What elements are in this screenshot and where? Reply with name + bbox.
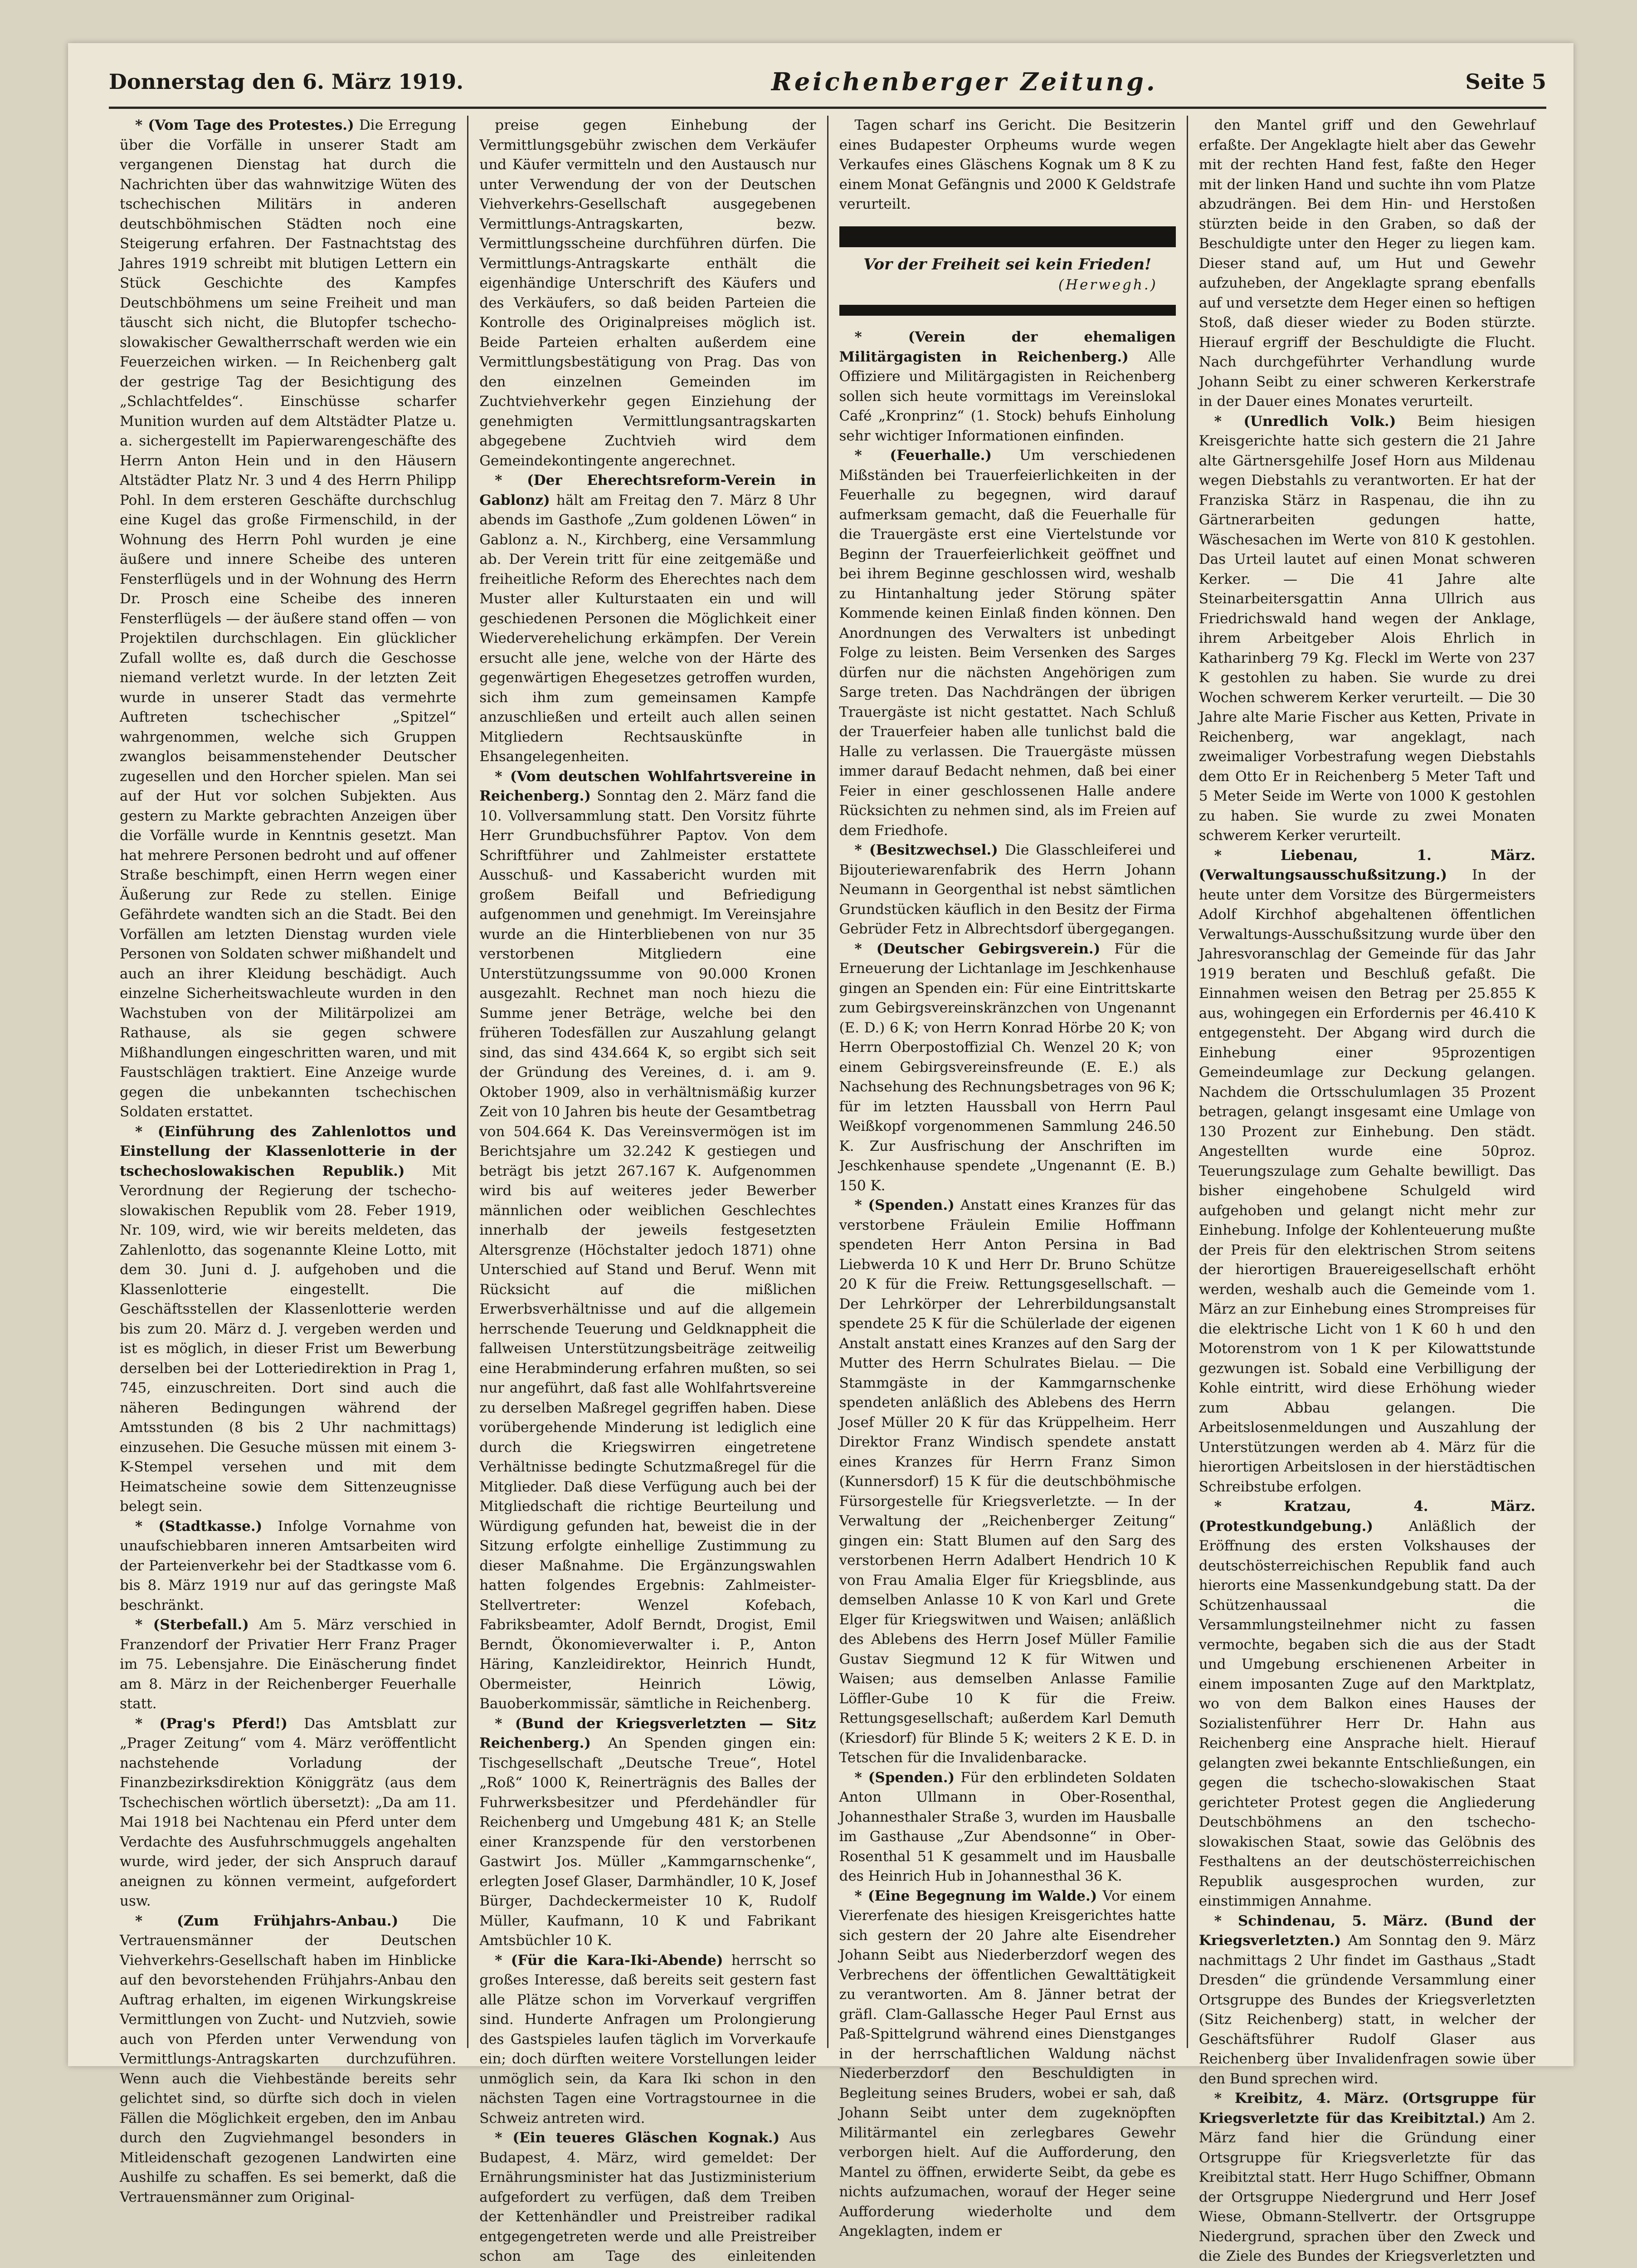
article-paragraph: * (Bund der Kriegsverletzten — Sitz Reichenberg.) An Spenden gingen ein: Tischgesellschaft „Deutsche Treue“, Hotel „Roß“ 1000 K, Reinerträgnis des Balles der Fuhrwerksbesitzer und Pferdehändler für Reichenberg und Umgebung 481 K; an Stelle einer Kranzspende für den verstorbenen Gastwirt Jos. Müller „Kammgarnschenke“, erlegten Josef Glaser, Darmhändler, 10 K, Josef Bürger, Dachdeckermeister 10 K, Rudolf Müller, Kaufmann, 10 K und Fabrikant Amtsbüchler 10 K. bbox=[479, 1715, 816, 1949]
page-header bbox=[109, 57, 1546, 109]
article-paragraph: den Mantel griff und den Gewehrlauf erfaßte. Der Angeklagte hielt aber das Gewehr mit der rechten Hand fest, faßte den Heger mit der linken Hand und suchte ihn vom Platze abzudrängen. Bei dem Hin- und Herstoßen stürzten beide in den Graben, so daß der Beschuldigte unter den Heger zu liegen kam. Dieser stand auf, um Hut und Gewehr aufzuheben, der Angeklagte sprang ebenfalls auf und versetzte dem Heger einen so heftigen Stoß, daß dieser wieder zu Boden stürzte. Hierauf ergriff der Beschuldigte die Flucht. Nach durchgeführter Verhandlung wurde Johann Seibt zu einer schweren Kerkerstrafe in der Dauer eines Monates verurteilt. bbox=[1199, 117, 1535, 410]
article-paragraph: * Liebenau, 1. März. (Verwaltungsausschußsitzung.) In der heute unter dem Vorsitze des Bürgermeisters Adolf Kirchhof abgehaltenen öffentlichen Verwaltungs-Ausschußsitzung wurde über den Jahresvoranschlag der Gemeinde für das Jahr 1919 beraten und Beschluß gefaßt. Die Einnahmen weisen den Betrag per 25.855 K aus, wohingegen ein Erfordernis per 46.410 K entgegensteht. Der Abgang wird durch die Einhebung einer 95prozentigen Gemeindeumlage zur Deckung gelangen. Nachdem die Ortsschulumlagen 35 Prozent betragen, gelangt insgesamt eine Umlage von 130 Prozent zur Einhebung. Den städt. Angestellten wurde eine 50proz. Teuerungszulage zum Gehalte bewilligt. Das bisher eingehobene Schulgeld wird aufgehoben und gelangt nicht mehr zur Einhebung. Infolge der Kohlenteuerung mußte der Preis für den elektrischen Strom seitens der hierortigen Brauereigesellschaft erhöht werden, weshalb auch die Gemeinde vom 1. März an zur Einhebung eines Strompreises für die elektrische Licht von 1 K 60 h und den Motorenstrom von 1 K per Kilowattstunde gezwungen ist. Sobald eine Verbilligung der Kohle eintritt, wird diese Erhöhung wieder zum Abbau gelangen. Die Arbeitslosenmeldungen und Auszahlung der Unterstützungen werden ab 4. März für die hierortigen Arbeitslosen in der hierstädtischen Schreibstube erfolgen. bbox=[1199, 847, 1535, 1495]
column-2 bbox=[468, 116, 828, 2264]
article-paragraph: * (Feuerhalle.) Um verschiedenen Mißständen bei Trauerfeierlichkeiten in der Feuerhalle zu begegnen, wird darauf aufmerksam gemacht, daß die Feuerhalle für die Trauergäste erst eine Viertelstunde vor Beginn der Trauerfeierlichkeit geöffnet und bei ihrem Beginne geschlossen wird, weshalb zu Hintanhaltung jeder Störung später Kommende keinen Einlaß finden können. Den Anordnungen des Verwalters ist unbedingt Folge zu leisten. Beim Versenken des Sarges dürfen nur die nächsten Angehörigen zum Sarge treten. Das Nachdrängen der übrigen Trauergäste ist nicht gestattet. Nach Schluß der Trauerfeier haben alle tunlichst bald die Halle zu verlassen. Die Trauergäste müssen immer darauf Bedacht nehmen, daß bei einer Feier in einer geschlossenen Halle andere Rücksichten zu nehmen sind, als im Freien auf dem Friedhofe. bbox=[839, 447, 1176, 839]
newspaper-title: Reichenberger Zeitung. bbox=[771, 67, 1158, 96]
newspaper-page bbox=[68, 43, 1574, 2264]
column-4 bbox=[1188, 116, 1546, 2264]
article-paragraph: * (Spenden.) Für den erblindeten Soldaten Anton Ullmann in Ober-Rosenthal, Johannesthaler Straße 3, wurden im Hausballe im Gasthause „Zur Abendsonne“ in Ober-Rosenthal 51 K gesammelt und im Hausballe des Heinrich Hub in Johannesthal 36 K. bbox=[839, 1769, 1176, 1884]
article-paragraph: * (Vom deutschen Wohlfahrtsvereine in Reichenberg.) Sonntag den 2. März fand die 10. Vollversammlung statt. Den Vorsitz führte Herr Grundbuchsführer Paptov. Von dem Schriftführer und Zahlmeister erstattete Ausschuß- und Kassabericht wurden mit großem Beifall und Befriedigung aufgenommen und genehmigt. Im Vereinsjahre wurde an die Hinterbliebenen von nur 35 verstorbenen Mitgliedern eine Unterstützungssumme von 90.000 Kronen ausgezahlt. Rechnet man noch hiezu die Summe jener Beträge, welche bei den früheren Todesfällen zur Auszahlung gelangt sind, das sind 434.664 K, so ergibt sich seit der Gründung des Vereines, d. i. am 9. Oktober 1909, also in verhältnismäßig kurzer Zeit von 10 Jahren bis heute der Gesamtbetrag von 504.664 K. Das Vereinsvermögen ist im Berichtsjahre um 32.242 K gestiegen und beträgt bis jetzt 267.167 K. Aufgenommen wird bis auf weiteres jeder Bewerber männlichen oder weiblichen Geschlechtes innerhalb der jeweils festgesetzten Altersgrenze (Höchstalter jedoch 1871) ohne Unterschied auf Stand und Beruf. Wenn mit Rücksicht auf die mißlichen Erwerbsverhältnisse und auf die allgemein herrschende Teuerung und Geldknappheit die fallweisen Unterstützungsbeiträge zeitweilig eine Herabminderung erfahren mußten, so sei nur angeführt, daß fast alle Wohlfahrtsvereine zu derselben Maßregel gegriffen haben. Diese vorübergehende Minderung ist lediglich eine durch die Kriegswirren eingetretene Verhältnisse bedingte Schutzmaßregel für die Mitglieder. Daß diese Verfügung auch bei der Mitgliedschaft die richtige Beurteilung und Würdigung gefunden hat, beweist die in der Sitzung erfolgte einhellige Zustimmung zu dieser Maßnahme. Die Ergänzungswahlen hatten folgendes Ergebnis: Zahlmeister-Stellvertreter: Wenzel Kofebach, Fabriksbeamter, Adolf Berndt, Drogist, Emil Berndt, Ökonomieverwalter i. P., Anton Häring, Kanzleidirektor, Heinrich Hundt, Obermeister, Heinrich Löwig, Bauoberkommissär, sämtliche in Reichenberg. bbox=[479, 768, 816, 1712]
article-paragraph: * (Sterbefall.) Am 5. März verschied in Franzendorf der Privatier Herr Franz Prager im 75. Lebensjahre. Die Einäscherung findet am 8. März in der Reichenberger Feuerhalle statt. bbox=[120, 1617, 457, 1712]
article-paragraph: * (Prag's Pferd!) Das Amtsblatt zur „Prager Zeitung“ vom 4. März veröffentlicht nachstehende Vorladung der Finanzbezirksdirektion Königgrätz (aus dem Tschechischen wörtlich übersetzt): „Da am 11. Mai 1918 bei Nachtenau ein Pferd unter dem Verdachte des Ausfuhrschmuggels angehalten wurde, wird jeder, der sich Anspruch darauf aneignen zu können vermeint, aufgefordert usw. bbox=[120, 1715, 457, 1909]
article-paragraph: * Schindenau, 5. März. (Bund der Kriegsverletzten.) Am Sonntag den 9. März nachmittags 2 Uhr findet im Gasthaus „Stadt Dresden“ die gründende Versammlung einer Ortsgruppe des Bundes der Kriegsverletzten (Sitz Reichenberg) statt, in welcher der Geschäftsführer Rudolf Glaser aus Reichenberg über Invalidenfragen sowie über den Bund sprechen wird. bbox=[1199, 1912, 1535, 2087]
article-paragraph: * (Besitzwechsel.) Die Glasschleiferei und Bijouteriewarenfabrik des Herrn Johann Neumann in Georgenthal ist nebst sämtlichen Grundstücken käuflich in den Besitz der Firma Gebrüder Fetz in Albrechtsdorf übergegangen. bbox=[839, 842, 1176, 937]
article-paragraph: preise gegen Einhebung der Vermittlungsgebühr zwischen dem Verkäufer und Käufer vermitteln und den Austausch nur unter Verwendung der von der Deutschen Viehverkehrs-Gesellschaft ausgegebenen Vermittlungs-Antragskarten, bezw. Vermittlungsscheine durchführen dürfen. Die Vermittlungs-Antragskarte enthält die eigenhändige Unterschrift des Käufers und des Verkäufers, so daß beiden Parteien die Kontrolle des Originalpreises möglich ist. Beide Parteien erhalten außerdem eine Vermittlungsbestätigung von Prag. Das von den einzelnen Gemeinden im Zuchtviehverkehr gegen Einziehung der genehmigten Vermittlungsantragskarten abgegebene Zuchtvieh wird dem Gemeindekontingente angerechnet. bbox=[479, 117, 816, 469]
article-paragraph: * (Ein teueres Gläschen Kognak.) Aus Budapest, 4. März, wird gemeldet: Der Ernährungsminister hat das Justizministerium aufgefordert zu verfügen, daß dem Treiben der Kettenhändler und Preistreiber radikal entgegengetreten werde und alle Preistreiber schon am Tage des einleitenden bbox=[479, 2130, 816, 2264]
issue-date: Donnerstag den 6. März 1919. bbox=[109, 69, 464, 94]
article-paragraph: * (Einführung des Zahlenlottos und Einstellung der Klassenlotterie in der tschechoslowakischen Republik.) Mit Verordnung der Regierung der tschecho-slowakischen Republik vom 28. Feber 1919, Nr. 109, wird, wie wir bereits meldeten, das Zahlenlotto, das sogenannte Kleine Lotto, mit dem 30. Juni d. J. aufgehoben und die Klassenlotterie eingestellt. Die Geschäftsstellen der Klassenlotterie werden bis zum 20. März d. J. vergeben werden und ist es möglich, in dieser Frist um Bewerbung derselben bei der Lotteriedirektion in Prag 1, 745, einzuschreiten. Dort sind auch die näheren Bedingungen während der Amtsstunden (8 bis 2 Uhr nachmittags) einzusehen. Die Gesuche müssen mit einem 3-K-Stempel versehen und mit dem Heimatscheine sowie dem Sittenzeugnisse belegt sein. bbox=[120, 1123, 457, 1515]
article-paragraph: * Kratzau, 4. März. (Protestkundgebung.) Anläßlich der Eröffnung des ersten Volkshauses der deutschösterreichischen Republik fand auch hierorts eine Massenkundgebung statt. Da der Schützenhaussaal die Versammlungsteilnehmer nicht zu fassen vermochte, begaben sich die aus der Stadt und Umgebung erschienenen Arbeiter in einem imposanten Zuge auf den Marktplatz, wo von dem Balkon eines Hauses der Sozialistenführer Herr Dr. Hahn aus Reichenberg eine Ansprache hielt. Hierauf gelangten zwei bekannte Entschließungen, ein gegen die tschecho-slowakischen Staat gerichteter Protest gegen die Angliederung Deutschböhmens an den tschecho-slowakischen Staat, sowie das Gelöbnis des Festhaltens an der deutschösterreichischen Republik ausgesprochen wurden, zur einstimmigen Annahme. bbox=[1199, 1498, 1535, 1909]
article-paragraph: * (Verein der ehemaligen Militärgagisten in Reichenberg.) Alle Offiziere und Militärgagisten in Reichenberg sollen sich heute vormittags im Vereinslokal Café „Kronprinz“ (1. Stock) behufs Einholung sehr wichtiger Informationen einfinden. bbox=[839, 329, 1176, 444]
article-paragraph: * (Der Eherechtsreform-Verein in Gablonz) hält am Freitag den 7. März 8 Uhr abends im Gasthofe „Zum goldenen Löwen“ in Gablonz a. N., Kirchberg, eine Versammlung ab. Der Verein tritt für eine zeitgemäße und freiheitliche Reform des Eherechtes nach dem Muster aller Kulturstaaten ein und will geschiedenen Personen die Möglichkeit einer Wiederverehelichung erkämpfen. Der Verein ersucht alle jene, welche von der Härte des gegenwärtigen Ehegesetzes getroffen wurden, sich ihm zum gemeinsamen Kampfe anzuschließen und erteilt auch allen seinen Mitgliedern Rechtsauskünfte in Ehsangelegenheiten. bbox=[479, 472, 816, 765]
article-paragraph: * (Vom Tage des Protestes.) Die Erregung über die Vorfälle in unserer Stadt am vergangenen Dienstag hat durch die Nachrichten über das wahnwitzige Wüten des tschechischen Militärs in anderen deutschböhmischen Städten noch eine Steigerung erfahren. Der Fastnachtstag des Jahres 1919 schreibt mit blutigen Lettern ein Stück Geschichte des Kampfes Deutschböhmens um seine Freiheit und man täuscht sich nicht, die Blutopfer tschecho-slowakischer Gewaltherrschaft werden wie ein Feuerzeichen wirken. — In Reichenberg galt der gestrige Tag der Besichtigung des „Schlachtfeldes“. Einschüsse scharfer Munition wurden auf dem Altstädter Platze u. a. sichergestellt im Papierwarengeschäfte des Herrn Anton Hein und in den Häusern Altstädter Platz Nr. 3 und 4 des Herrn Philipp Pohl. In dem ersteren Geschäfte durchschlug eine Kugel das große Firmenschild, in der Wohnung des Herrn Pohl wurden je eine äußere und innere Scheibe des unteren Fensterflügels und in der Wohnung des Herrn Dr. Prosch eine Scheibe des inneren Fensterflügels — der äußere stand offen — von Projektilen durchschlagen. Ein glücklicher Zufall wollte es, daß durch die Geschosse niemand verletzt wurde. In der letzten Zeit wurde in unserer Stadt das vermehrte Auftreten tschechischer „Spitzel“ wahrgenommen, welche sich Gruppen zwanglos beisammenstehender Deutscher zugesellen und den Horcher spielen. Man sei auf der Hut vor solchen Subjekten. Aus gestern zu Markte gebrachten Anzeigen über die Vorfälle wurde in Kenntnis gesetzt. Man hat mehrere Personen bedroht und auf offener Straße beschimpft, einen Herrn wegen einer Äußerung zur Rede zu stellen. Einige Gefährdete wandten sich an die Stadt. Bei den Vorfällen am letzten Dienstag wurden viele Personen von Soldaten schwer mißhandelt und auch an ihrer Kleidung beschädigt. Auch einzelne Sicherheitswachleute wurden in den Wachstuben von der Militärpolizei am Rathause, als sie gegen schwere Mißhandlungen eingeschritten waren, und mit Faustschlägen traktiert. Eine Anzeige wurde gegen die unbekannten tschechischen Soldaten erstattet. bbox=[120, 117, 457, 1120]
black-rule-bottom bbox=[839, 305, 1176, 316]
column-3 bbox=[828, 116, 1188, 2239]
article-paragraph: Tagen scharf ins Gericht. Die Besitzerin eines Budapester Orpheums wurde wegen Verkaufes eines Gläschens Kognak um 8 K zu einem Monat Gefängnis und 2000 K Geldstrafe verurteilt. bbox=[839, 117, 1176, 212]
motto-text: Vor der Freiheit sei kein Frieden! bbox=[863, 255, 1152, 274]
article-paragraph: * (Deutscher Gebirgsverein.) Für die Erneuerung der Lichtanlage im Jeschkenhause gingen an Spenden ein: Für eine Eintrittskarte zum Gebirgsvereinskränzchen von Ungenannt (E. D.) 6 K; von Herrn Konrad Hörbe 20 K; von Herrn Oberpostoffizial Ch. Wenzel 20 K; von einem Gebirgsvereinsfreunde (E. E.) als Nachsehung des Rechnungsbetrages von 96 K; für im letzten Haussball von Herrn Paul Weißkopf vorgenommenen Sammlung 246.50 K. Zur Ausfrischung der Anschriften im Jeschkenhause spendete „Ungenannt (E. B.) 150 K. bbox=[839, 940, 1176, 1194]
article-paragraph: * (Stadtkasse.) Infolge Vornahme von unaufschiebbaren inneren Amtsarbeiten wird der Parteienverkehr bei der Stadtkasse vom 6. bis 8. März 1919 nur auf das geringste Maß beschränkt. bbox=[120, 1518, 457, 1613]
black-rule-top bbox=[839, 226, 1176, 247]
article-paragraph: * (Eine Begegnung im Walde.) Vor einem Viererfenate des hiesigen Kreisgerichtes hatte sich gestern der 20 Jahre alte Eisendreher Johann Seibt aus Niederberzdorf wegen des Verbrechens der öffentlichen Gewalttätigkeit zu verantworten. Am 8. Jänner betrat der gräfl. Clam-Gallassche Heger Paul Ernst aus Paß-Spittelgrund während eines Dienstganges in der herrschaftlichen Waldung nächst Niederberzdorf den Beschuldigten in Begleitung seines Bruders, wobei er sah, daß Johann Seibt unter dem zugeknöpften Militärmantel ein zerlegbares Gewehr verborgen hielt. Auf die Aufforderung, den Mantel zu öffnen, erwiderte Seibt, da gebe es nichts aufzumachen, worauf der Heger seine Aufforderung wiederholte und dem Angeklagten, indem er bbox=[839, 1887, 1176, 2239]
article-columns bbox=[109, 116, 1546, 2264]
article-paragraph: * (Für die Kara-Iki-Abende) herrscht so großes Interesse, daß bereits seit gestern fast alle Plätze schon im Vorverkauf vergriffen sind. Hunderte Anfragen um Prolongierung des Gastspieles laufen täglich im Vorverkaufe ein; doch dürften weitere Vorstellungen leider unmöglich sein, da Kara Iki schon in den nächsten Tagen eine Vortragstournee in die Schweiz antreten wird. bbox=[479, 1952, 816, 2126]
article-paragraph: * Kreibitz, 4. März. (Ortsgruppe für Kriegsverletzte für das Kreibitztal.) Am 2. März fand hier die Gründung einer Ortsgruppe für Kriegsverletzte für das Kreibitztal statt. Herr Hugo Schiffner, Obmann der Ortsgruppe Niedergrund und Herr Josef Wiese, Obmann-Stellvertr. der Ortsgruppe Niedergrund, sprachen über den Zweck und die Ziele des Bundes der Kriegsverletzten und bbox=[1199, 2090, 1535, 2264]
page-number: Seite 5 bbox=[1465, 69, 1546, 94]
column-1 bbox=[109, 116, 468, 2205]
article-paragraph: * (Spenden.) Anstatt eines Kranzes für das verstorbene Fräulein Emilie Hoffmann spendeten Herr Anton Persina in Bad Liebwerda 10 K und Herr Dr. Bruno Schütze 20 K für die Freiw. Rettungsgesellschaft. — Der Lehrkörper der Lehrerbildungsanstalt spendete 25 K für die Schülerlade der eigenen Anstalt anstatt eines Kranzes auf den Sarg der Mutter des Herrn Schulrates Bielau. — Die Stammgäste in der Kammgarnschenke spendeten anläßlich des Ablebens des Herrn Josef Müller 20 K für das Krüppelheim. Herr Direktor Franz Windisch spendete anstatt eines Kranzes für Herrn Franz Simon (Kunnersdorf) 15 K für die deutschböhmische Fürsorgestelle für Kriegsverletzte. — In der Verwaltung der „Reichenberger Zeitung“ gingen ein: Statt Blumen auf den Sarg des verstorbenen Herrn Adalbert Hendrich 10 K von Frau Amalia Elger für Kriegsblinde, aus demselben Anlasse 10 K von Karl und Grete Elger für Kriegswitwen und Waisen; anläßlich des Ablebens des Herrn Josef Müller Familie Gustav Siegmund 12 K für Witwen und Waisen; aus demselben Anlasse Familie Löffler-Gube 10 K für die Freiw. Rettungsgesellschaft; außerdem Karl Demuth (Kriesdorf) für Blinde 5 K; weiters 2 K E. D. in Tetschen für die Invalidenbaracke. bbox=[839, 1197, 1176, 1766]
article-paragraph: * (Unredlich Volk.) Beim hiesigen Kreisgerichte hatte sich gestern die 21 Jahre alte Gärtnersgehilfe Josef Horn aus Mildenau wegen Diebstahls zu verantworten. Er hat der Franziska Stärz in Raspenau, die ihn zu Gärtnerarbeiten gedungen hatte, Wäschesachen im Werte von 810 K gestohlen. Das Urteil lautet auf einen Monat schweren Kerker. — Die 41 Jahre alte Steinarbeitersgattin Anna Ullrich aus Friedrichswald hand wegen der Anklage, ihrem Arbeitgeber Alois Ehrlich in Katharinberg 79 Kg. Fleckl im Werte von 237 K gestohlen zu haben. Sie wurde zu drei Wochen schwerem Kerker verurteilt. — Die 30 Jahre alte Marie Fischer aus Ketten, Private in Reichenberg, war angeklagt, nach zweimaliger Vorbestrafung wegen Diebstahls dem Otto Er in Reichenberg 5 Meter Taft und 5 Meter Seide im Werte von 1000 K gestohlen zu haben. Sie wurde zu zwei Monaten schwerem Kerker verurteilt. bbox=[1199, 413, 1535, 844]
motto-author: (Herwegh.) bbox=[1058, 276, 1158, 293]
article-paragraph: * (Zum Frühjahrs-Anbau.) Die Vertrauensmänner der Deutschen Viehverkehrs-Gesellschaft haben im Hinblicke auf den bevorstehenden Frühjahrs-Anbau den Auftrag erhalten, im eigenen Wirkungskreise Vermittlungen von Zucht- und Nutzvieh, sowie auch von Pferden unter Verwendung von Vermittlungs-Antragskarten durchzuführen. Wenn auch die Viehbestände bereits sehr gelichtet sind, so dürfte sich doch in vielen Fällen die Möglichkeit ergeben, den im Anbau durch den Zugviehmangel besonders in Mitleidenschaft gezogenen Landwirten eine Aushilfe zu schaffen. Es sei bemerkt, daß die Vertrauensmänner zum Original- bbox=[120, 1912, 457, 2205]
